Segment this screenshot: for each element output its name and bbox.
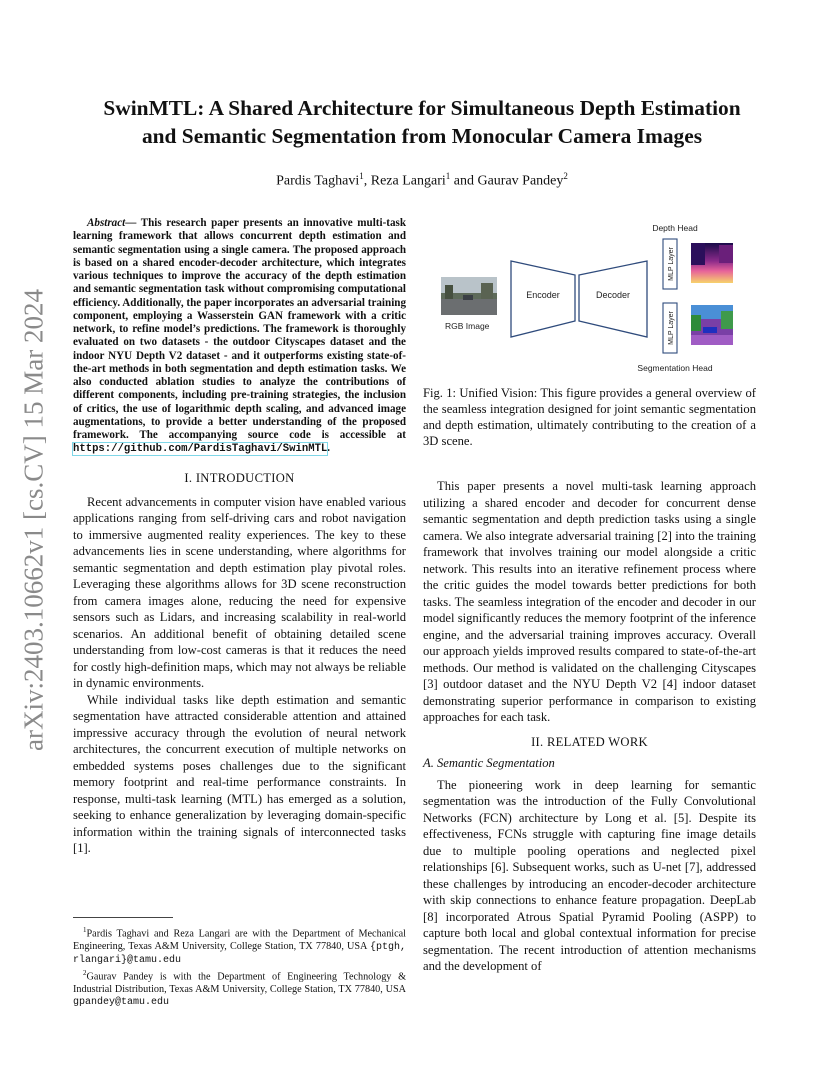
- footnote-1-email: {ptgh, rlangari}@tamu.edu: [73, 941, 406, 966]
- footnote-rule: [73, 917, 173, 918]
- abstract-dash: —: [125, 217, 141, 229]
- arxiv-identifier: arXiv:2403.10662v1 [cs.CV] 15 Mar 2024: [18, 289, 49, 751]
- left-column: [73, 217, 406, 857]
- footnote-2: [73, 967, 406, 1009]
- related-work-paragraph-1: The pioneering work in deep learning for semantic segmentation was the introduction of the Fully Convolutional Networks (FCN) architecture by Long et al. [5]. Despite its effectiveness, FCNs struggle with capturing fine image details due to multiple pooling operations and neglected pixel relationships [6]. Subsequent works, such as U-net [7], addressed these challenges by introducing an encoder-decoder architecture with skip connections to enhance feature propagation. DeepLab [8] incorporated Atrous Spatial Pyramid Pooling (ASPP) to capture both local and global contextual information for precise segmentation. The recent introduction of attention mechanisms and the development of: [423, 777, 756, 973]
- author-sep-1: ,: [363, 173, 371, 189]
- subsection-title-semantic-segmentation: A. Semantic Segmentation: [423, 755, 555, 770]
- section-title-introduction: I. INTRODUCTION: [184, 470, 295, 485]
- rgb-image-thumbnail: [441, 277, 497, 315]
- encoder-label: Encoder: [526, 290, 560, 300]
- footnote-2-mark: 2: [83, 969, 87, 977]
- author-list: [60, 171, 784, 190]
- footnote-2-email: gpandey@tamu.edu: [73, 996, 170, 1008]
- author-3-affil: 2: [563, 171, 568, 181]
- footnote-2-text: Gaurav Pandey is with the Department of Engineering Technology & Industrial Distribution, Texas A&M University, College Station, TX 77840, USA: [73, 971, 406, 995]
- footnote-1-mark: 1: [83, 926, 87, 934]
- footnote-1: [73, 924, 406, 967]
- title-line-1: SwinMTL: A Shared Architecture for Simultaneous Depth Estimation: [103, 96, 741, 120]
- depth-map-output: [691, 243, 733, 283]
- author-2-affil: 1: [445, 171, 451, 181]
- author-1: Pardis Taghavi: [276, 173, 360, 189]
- abstract-label: Abstract: [87, 217, 126, 229]
- author-2: Reza Langari: [370, 173, 446, 189]
- abstract-text: This research paper presents an innovative multi-task learning framework that allows concurrent depth estimation and semantic segmentation using a single camera. The proposed approach is based on a shared encoder-decoder architecture, which integrates various techniques to improve the accuracy of the depth estimation and semantic segmentation task without compromising computational efficiency. Additionally, the paper incorporates an adversarial training component, employing a Wasserstein GAN framework with a critic network, to refine model’s predictions. The framework is thoroughly evaluated on two datasets - the outdoor Cityscapes dataset and the indoor NYU Depth V2 dataset - and it outperforms existing state-of-the-art methods in both segmentation and depth estimation tasks. We also conducted ablation studies to analyze the contributions of different components, including pre-training strategies, the inclusion of critics, the use of logarithmic depth scaling, and advanced image augmentations, to provide a better understanding of the proposed framework. The accompanying source code is accessible at: [73, 217, 407, 441]
- right-column: [423, 385, 756, 975]
- source-code-link[interactable]: https://github.com/PardisTaghavi/SwinMTL: [73, 443, 328, 456]
- paper-title: [60, 94, 784, 150]
- intro-paragraph-1: Recent advancements in computer vision have enabled various applications ranging from self-driving cars and robot navigation to immersive augmented reality experiences. The key to these advancements lies in scene understanding, where algorithms for semantic segmentation and depth estimation play pivotal roles. Leveraging these algorithms allows for 3D scene reconstruction from camera images alone, reducing the need for expensive sensors such as Lidars, and increasing scalability in real-world scenarios. An additional benefit of obtaining detailed scene understanding from low-cost cameras is that it reduces the need for costly high-definition maps, which may not always be reliable in dynamic environments.: [73, 494, 406, 690]
- intro-paragraph-2: While individual tasks like depth estimation and semantic segmentation have attracted considerable attention and attained impressive accuracy through the evolution of neural network architectures, the concurrent execution of multiple networks on embedded systems poses challenges due to the significant memory footprint and real-time performance constraints. In response, multi-task learning (MTL) has emerged as a solution, seeking to enhance generalization by leveraging domain-specific information within the training signals of interconnected tasks [1].: [73, 692, 406, 855]
- section-title-related-work: II. RELATED WORK: [531, 734, 648, 749]
- segmentation-mlp-label: MLP Layer: [668, 311, 675, 345]
- segmentation-head-label: Segmentation Head: [637, 363, 713, 373]
- author-3: Gaurav Pandey: [477, 173, 564, 189]
- rgb-image-label: RGB Image: [445, 321, 490, 331]
- figure-1-diagram: [437, 215, 767, 375]
- footnotes: [73, 918, 406, 1009]
- decoder-label: Decoder: [595, 290, 631, 300]
- intro-paragraph-3: This paper presents a novel multi-task learning approach utilizing a shared encoder and decoder for concurrent dense semantic segmentation and depth prediction tasks using a single camera. We also integrate adversarial training [2] into the training framework that involves training our model alongside a critic network. This results into an iterative refinement process where the critic guides the model towards better predictions for both tasks. The seamless integration of the encoder and decoder in our model significantly reduces the memory footprint of the inference engine, and the adversarial training improves accuracy. Overall our approach yields improved results compared to state-of-the-art methods. Our method is validated on the challenging Cityscapes [3] outdoor dataset and the NYU Depth V2 [4] indoor dataset demonstrating superior performance in comparison to existing approaches for each task.: [423, 479, 756, 724]
- title-line-2: and Semantic Segmentation from Monocular Camera Images: [141, 124, 703, 148]
- author-sep-2: and: [450, 173, 478, 189]
- figure-1-caption: Fig. 1: Unified Vision: This figure provides a general overview of the seamless integration designed for joint semantic segmentation and depth estimation, ultimately contributing to the creation of a 3D scene.: [423, 386, 756, 448]
- depth-head-label: Depth Head: [652, 223, 698, 233]
- footnote-1-text: Pardis Taghavi and Reza Langari are with the Department of Mechanical Engineering, Texas A&M University, College Station, TX 77840, USA: [73, 928, 406, 952]
- author-1-affil: 1: [359, 171, 364, 181]
- abstract: [73, 217, 406, 457]
- abstract-end: .: [327, 442, 331, 455]
- depth-mlp-label: MLP Layer: [668, 247, 675, 281]
- segmentation-map-output: [691, 305, 733, 345]
- architecture-diagram: [437, 215, 767, 375]
